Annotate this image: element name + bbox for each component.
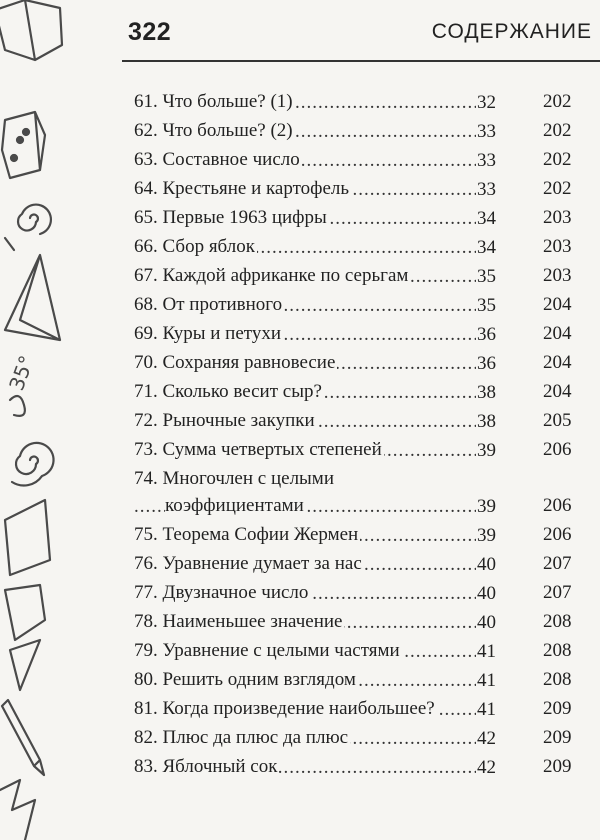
- toc-entry: [134, 204, 590, 233]
- entry-title: 77. Двузначное число: [134, 582, 309, 603]
- toc-entry: [134, 753, 590, 782]
- toc-entry: [134, 521, 590, 550]
- problem-page: 34: [477, 237, 496, 258]
- toc-entry: [134, 146, 590, 175]
- toc-entry: [134, 262, 590, 291]
- problem-page: 39: [477, 496, 496, 517]
- spiral-shape-2: [12, 443, 54, 486]
- toc-entry: [134, 695, 590, 724]
- quad-shape: [5, 500, 50, 575]
- entry-title: 79. Уравнение с целыми частями: [134, 640, 400, 661]
- table-of-contents: [134, 88, 590, 782]
- entry-title: 75. Теорема Софии Жермен: [134, 524, 359, 545]
- entry-title: 68. От противного: [134, 294, 283, 315]
- problem-page: 41: [477, 641, 496, 662]
- problem-page: 33: [477, 150, 496, 171]
- page-header: [122, 16, 600, 62]
- toc-entry: [134, 407, 590, 436]
- problem-page: 40: [477, 554, 496, 575]
- answer-page: 202: [543, 149, 572, 170]
- angle-label: 35°: [4, 352, 39, 394]
- answer-page: 205: [543, 410, 572, 431]
- answer-page: 206: [543, 495, 572, 516]
- toc-entry: [134, 117, 590, 146]
- entry-title: 67. Каждой африканке по серьгам: [134, 265, 409, 286]
- problem-page: 40: [477, 583, 496, 604]
- entry-title-continued: коэффициентами: [165, 495, 304, 516]
- problem-page: 41: [477, 670, 496, 691]
- problem-page: 38: [477, 382, 496, 403]
- problem-page: 33: [477, 121, 496, 142]
- answer-page: 209: [543, 727, 572, 748]
- toc-entry: [134, 233, 590, 262]
- entry-title: 61. Что больше? (1): [134, 91, 293, 112]
- answer-page: 203: [543, 236, 572, 257]
- entry-title: 78. Наименьшее значение: [134, 611, 343, 632]
- problem-page: 34: [477, 208, 496, 229]
- answer-page: 203: [543, 265, 572, 286]
- problem-page: 42: [477, 728, 496, 749]
- entry-title: 72. Рыночные закупки: [134, 410, 315, 431]
- answer-page: 208: [543, 611, 572, 632]
- toc-entry: [134, 175, 590, 204]
- problem-page: 41: [477, 699, 496, 720]
- toc-entry: [134, 550, 590, 579]
- problem-page: 42: [477, 757, 496, 778]
- problem-page: 35: [477, 266, 496, 287]
- squiggle-shape: [10, 396, 25, 416]
- entry-title: 69. Куры и петухи: [134, 323, 281, 344]
- problem-page: 35: [477, 295, 496, 316]
- answer-page: 209: [543, 698, 572, 719]
- toc-entry: [134, 608, 590, 637]
- entry-title: 62. Что больше? (2): [134, 120, 293, 141]
- answer-page: 204: [543, 352, 572, 373]
- answer-page: 203: [543, 207, 572, 228]
- toc-entry: [134, 291, 590, 320]
- answer-page: 208: [543, 669, 572, 690]
- entry-title: 73. Сумма четвертых степеней: [134, 439, 382, 460]
- pyramid-shape: [5, 255, 60, 340]
- toc-entry: [134, 579, 590, 608]
- problem-page: 38: [477, 411, 496, 432]
- angle-shape: [10, 640, 40, 690]
- answer-page: 204: [543, 381, 572, 402]
- entry-title: 81. Когда произведение наибольшее?: [134, 698, 435, 719]
- toc-entry: [134, 637, 590, 666]
- answer-page: 206: [543, 524, 572, 545]
- entry-title: 64. Крестьяне и картофель: [134, 178, 350, 199]
- answer-page: 202: [543, 91, 572, 112]
- page-number: 322: [128, 18, 172, 46]
- answer-page: 209: [543, 756, 572, 777]
- answer-page: 202: [543, 120, 572, 141]
- zigzag-shape: [0, 780, 35, 840]
- answer-page: 202: [543, 178, 572, 199]
- answer-page: 207: [543, 553, 572, 574]
- pencil-shape: [2, 700, 44, 775]
- polygon-shape: [5, 585, 45, 640]
- problem-page: 33: [477, 179, 496, 200]
- toc-entry: [134, 465, 590, 521]
- problem-page: 32: [477, 92, 496, 113]
- answer-page: 206: [543, 439, 572, 460]
- toc-entry: [134, 666, 590, 695]
- entry-title: 76. Уравнение думает за нас: [134, 553, 362, 574]
- spiral-shape: [18, 205, 51, 234]
- entry-title: 74. Многочлен с целыми: [134, 468, 335, 489]
- toc-entry: [134, 88, 590, 117]
- dice-shape: [2, 112, 45, 178]
- running-title: СОДЕРЖАНИЕ: [431, 20, 592, 43]
- entry-title: 82. Плюс да плюс да плюс: [134, 727, 349, 748]
- answer-page: 208: [543, 640, 572, 661]
- toc-entry: [134, 349, 590, 378]
- entry-title: 70. Сохраняя равновесие: [134, 352, 336, 373]
- problem-page: 39: [477, 525, 496, 546]
- toc-entry: [134, 378, 590, 407]
- entry-title: 66. Сбор яблок: [134, 236, 255, 257]
- problem-page: 39: [477, 440, 496, 461]
- answer-page: 207: [543, 582, 572, 603]
- toc-entry: [134, 320, 590, 349]
- problem-page: 36: [477, 353, 496, 374]
- entry-title: 71. Сколько весит сыр?: [134, 381, 322, 402]
- toc-entry: [134, 724, 590, 753]
- answer-page: 204: [543, 294, 572, 315]
- entry-title: 63. Составное число: [134, 149, 300, 170]
- answer-page: 204: [543, 323, 572, 344]
- prism-shape: [0, 0, 62, 60]
- toc-entry: [134, 436, 590, 465]
- entry-title: 83. Яблочный сок: [134, 756, 278, 777]
- entry-title: 65. Первые 1963 цифры: [134, 207, 327, 228]
- problem-page: 36: [477, 324, 496, 345]
- margin-doodles: [0, 0, 120, 840]
- problem-page: 40: [477, 612, 496, 633]
- entry-title: 80. Решить одним взглядом: [134, 669, 356, 690]
